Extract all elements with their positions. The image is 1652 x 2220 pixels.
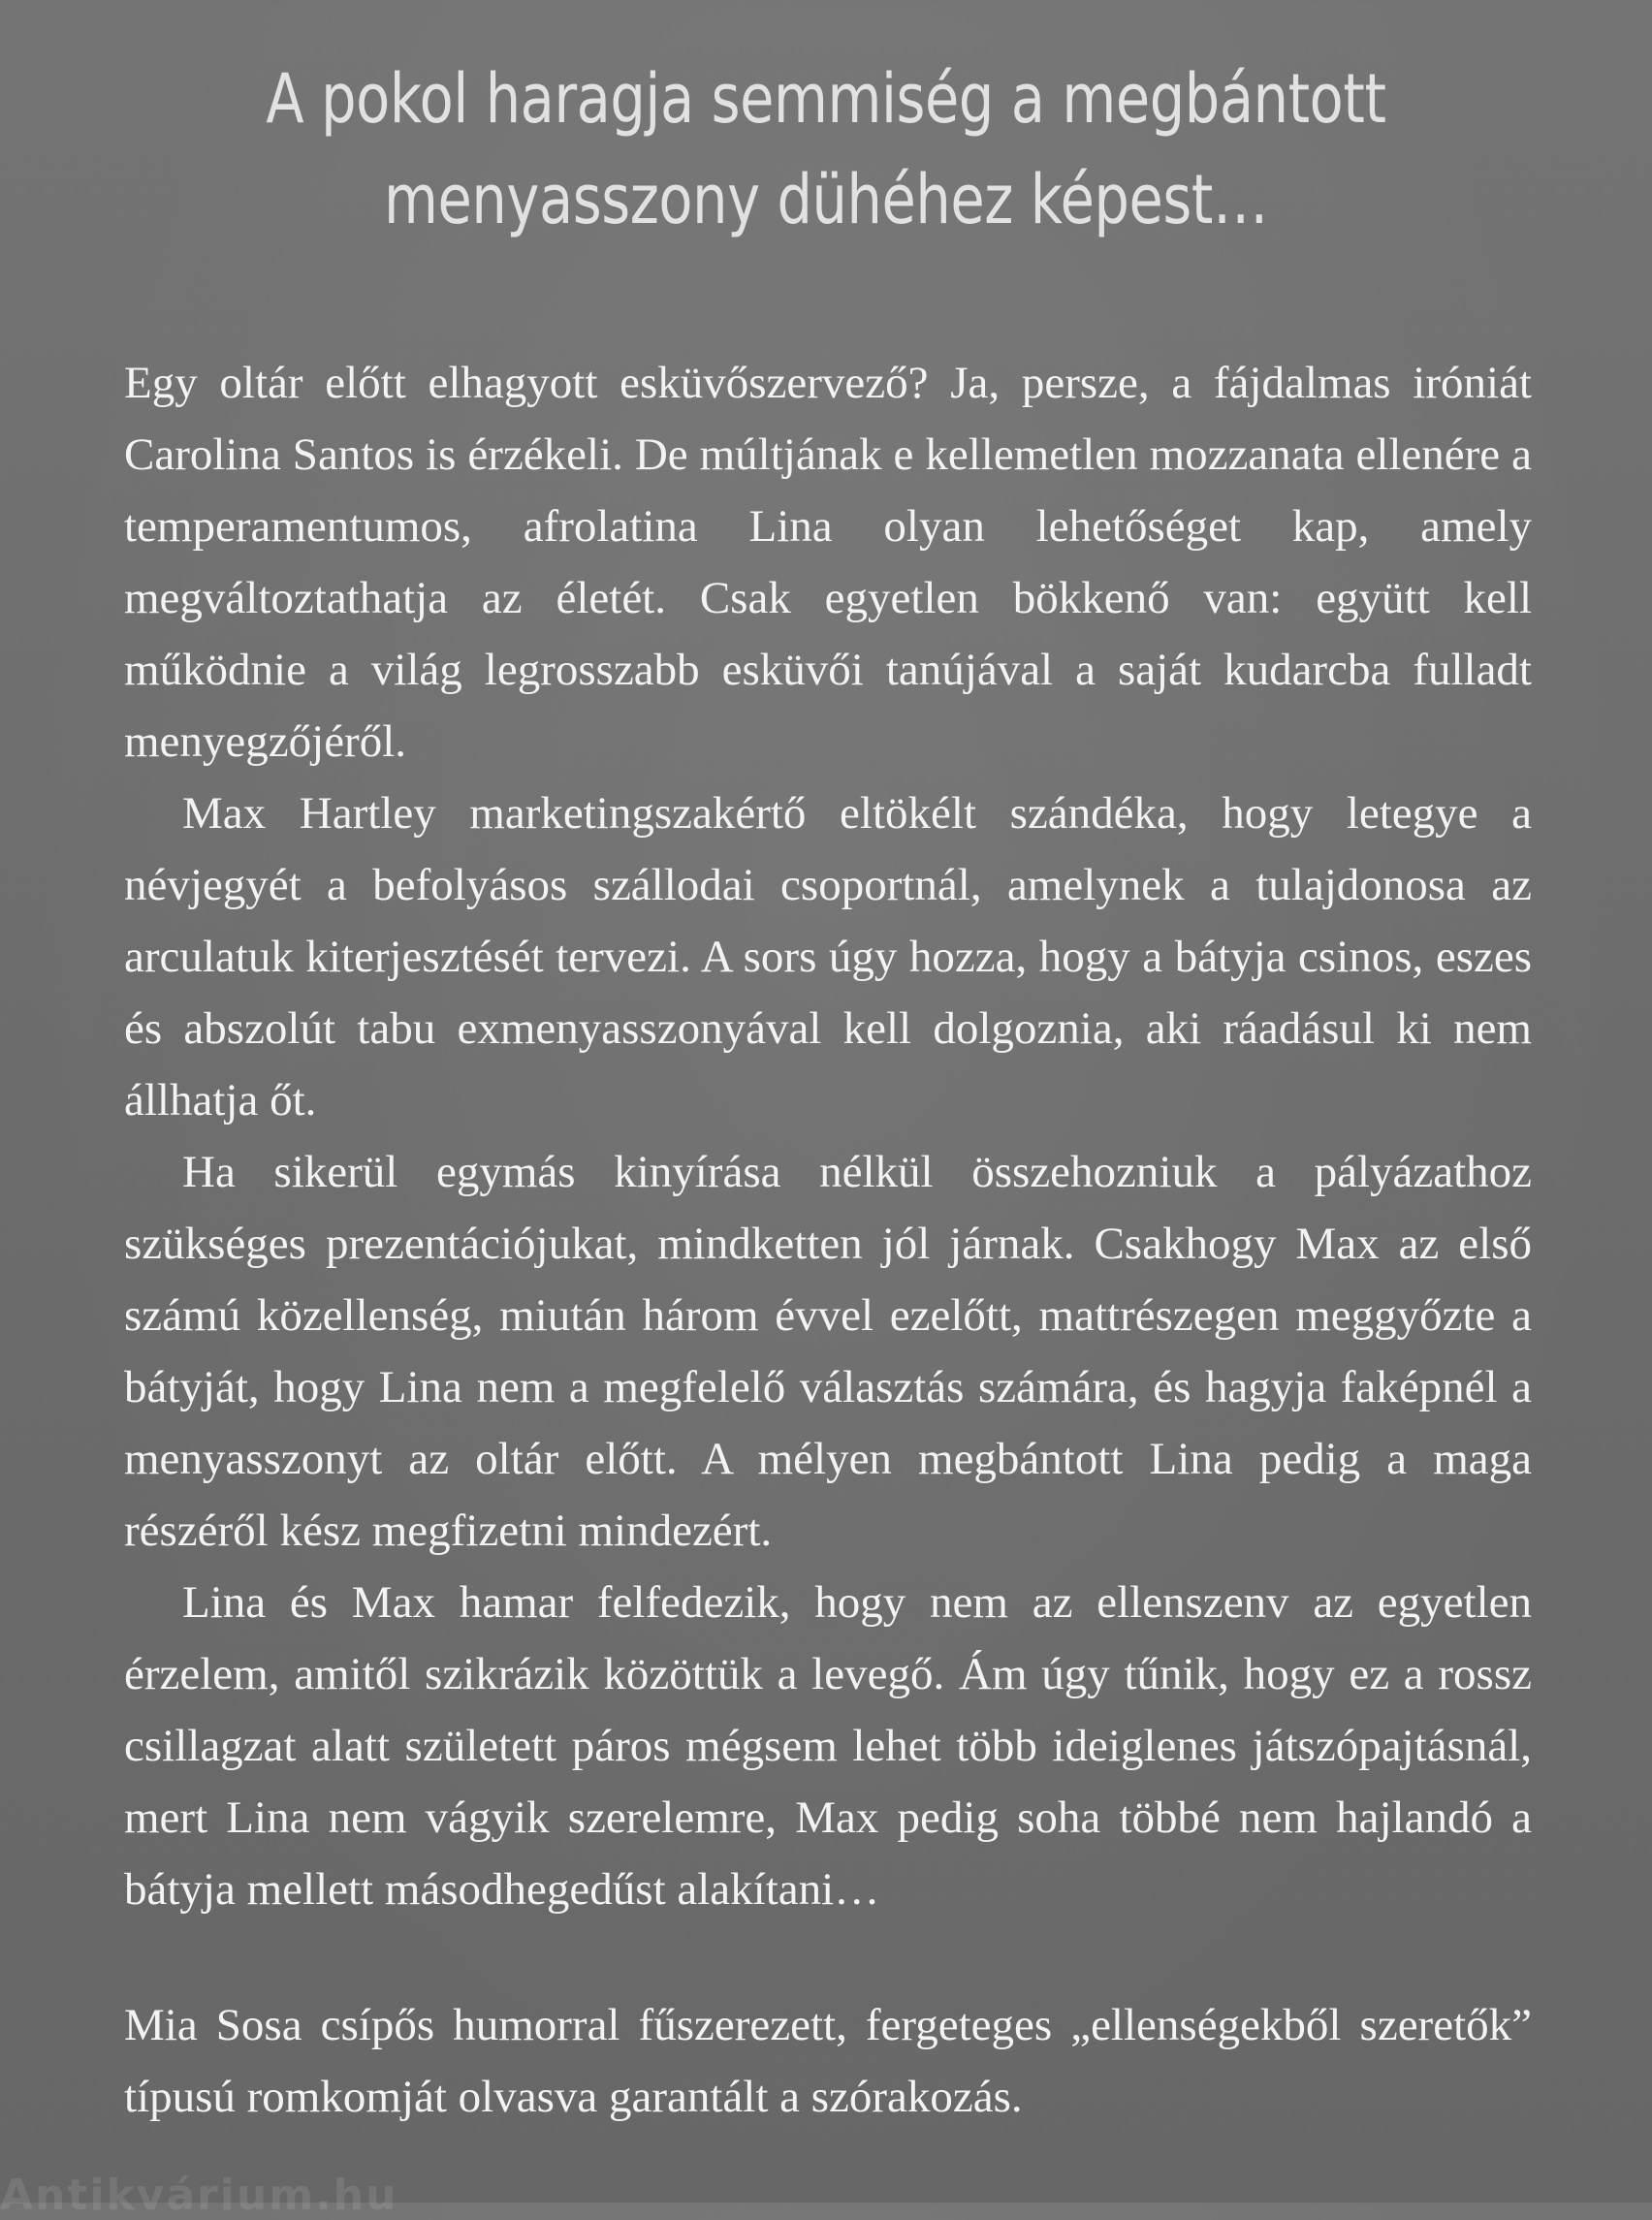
tagline: Mia Sosa csípős humorral fűszerezett, fergeteges „ellenségekből szeretők” típusú romkomját olvasva garantált a szórakozás. bbox=[124, 2000, 1532, 2122]
watermark: Antikvárium.hu bbox=[0, 2171, 398, 2220]
headline bbox=[148, 48, 1503, 250]
headline-line-2: menyasszony dühéhez képest… bbox=[384, 160, 1268, 239]
blurb-text bbox=[124, 347, 1532, 2133]
blurb-paragraph-2: Max Hartley marketingszakértő eltökélt szándéka, hogy letegye a névjegyét a befolyásos szállodai csoportnál, amelynek a tulajdonosa az arculatuk kiterjesztését tervezi. A sors úgy hozza, hogy a bátyja csinos, eszes és abszolút tabu exmenyasszonyával kell dolgoznia, aki ráadásul ki nem állhatja őt. bbox=[124, 788, 1532, 1126]
blurb-paragraph-3: Ha sikerül egymás kinyírása nélkül összehozniuk a pályázathoz szükséges prezentációjukat, mindketten jól járnak. Csakhogy Max az első számú közellenség, miután három évvel ezelőtt, mattrészegen meggyőzte a bátyját, hogy Lina nem a megfelelő választás számára, és hagyja faképnél a menyasszonyt az oltár előtt. A mélyen megbántott Lina pedig a maga részéről kész megfizetni mindezért. bbox=[124, 1147, 1532, 1556]
headline-line-1: A pokol haragja semmiség a megbántott bbox=[266, 59, 1386, 139]
blurb-paragraph-4: Lina és Max hamar felfedezik, hogy nem az ellenszenv az egyetlen érzelem, amitől szikrázik közöttük a levegő. Ám úgy tűnik, hogy ez a rossz csillagzat alatt született páros mégsem lehet több ideiglenes játszópajtásnál, mert Lina nem vágyik szerelemre, Max pedig soha többé nem hajlandó a bátyja mellett másodhegedűst alakítani… bbox=[124, 1577, 1532, 1915]
blurb-paragraph-1: Egy oltár előtt elhagyott esküvőszervező? Ja, persze, a fájdalmas iróniát Carolina Santos is érzékeli. De múltjának e kellemetlen mozzanata ellenére a temperamentumos, afrolatina Lina olyan lehetőséget kap, amely megváltoztathatja az életét. Csak egyetlen bökkenő van: együtt kell működnie a világ legrosszabb esküvői tanújával a saját kudarcba fulladt menyegzőjéről. bbox=[124, 358, 1532, 767]
